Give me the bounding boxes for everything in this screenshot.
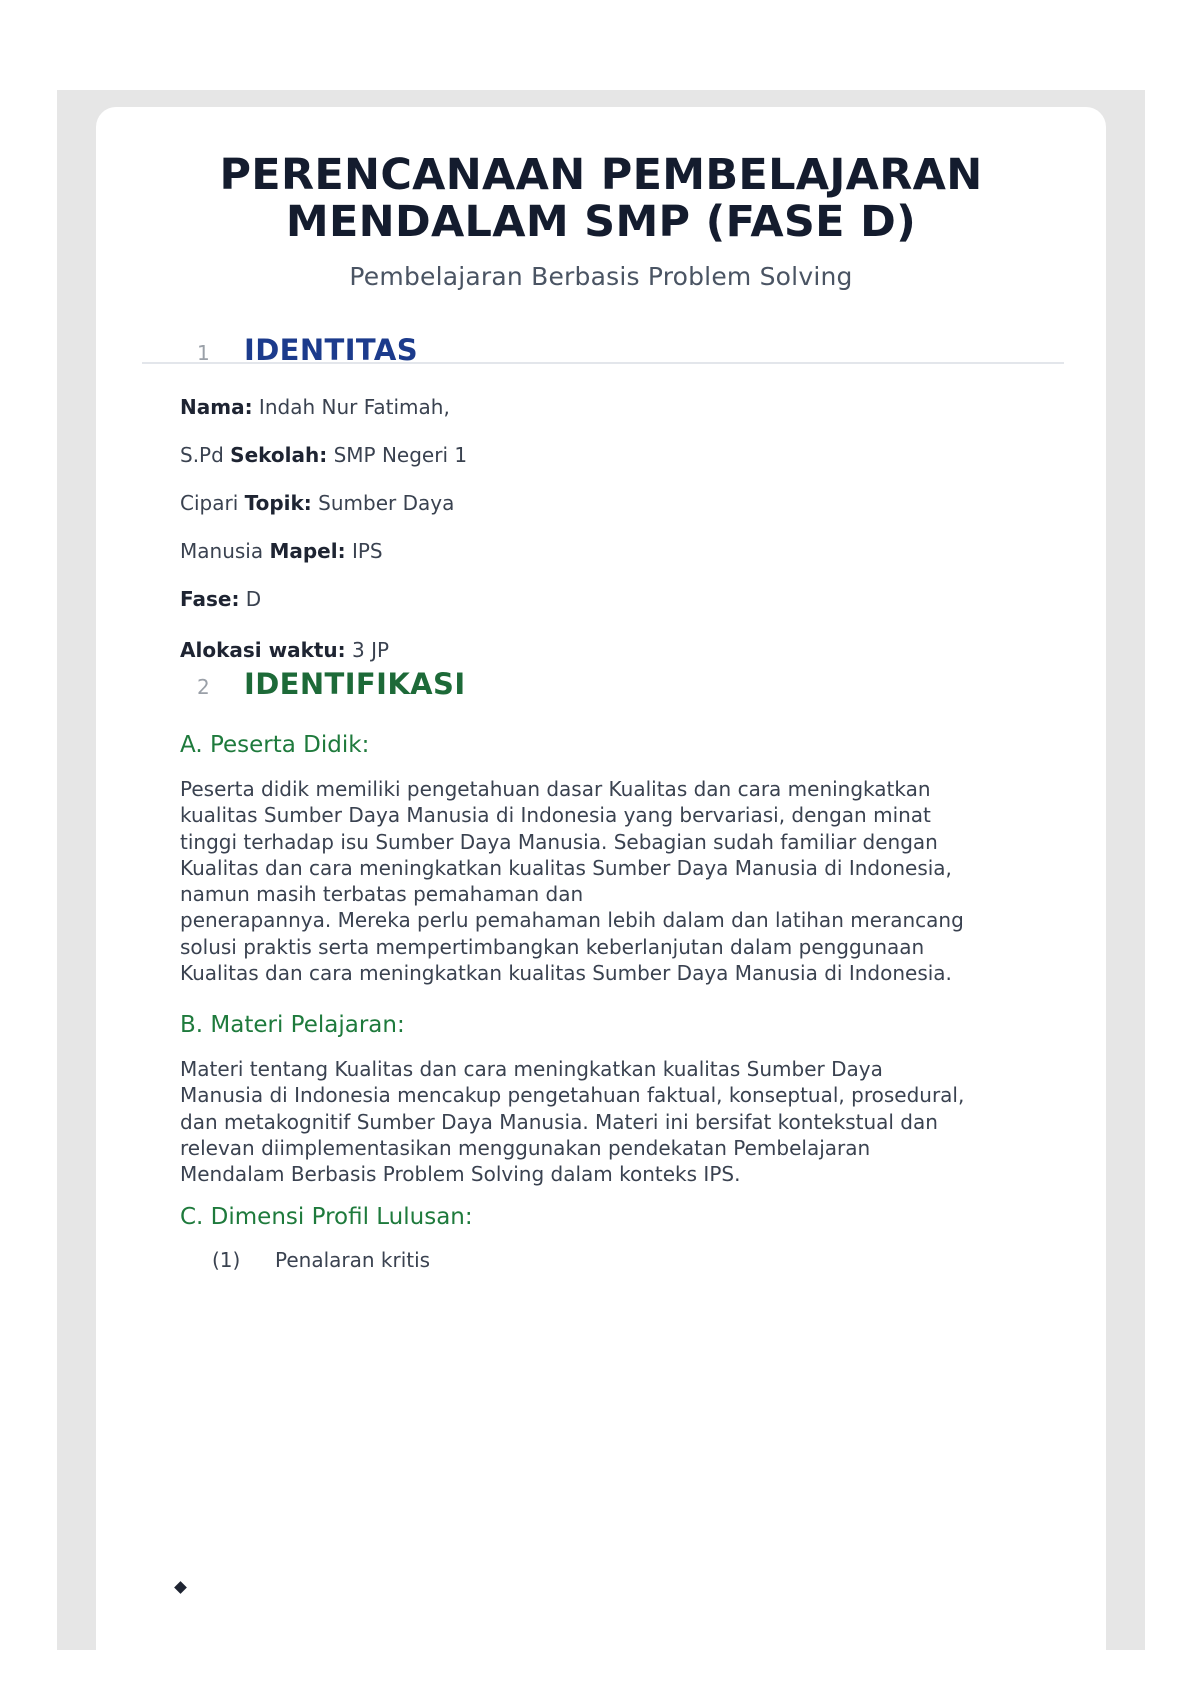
subheading-peserta-didik: A. Peserta Didik: <box>180 732 370 758</box>
title-line-1: PERENCANAAN PEMBELAJARAN <box>219 150 983 200</box>
document-subtitle: Pembelajaran Berbasis Problem Solving <box>349 262 853 291</box>
document-page <box>96 107 1106 1707</box>
label-mapel: Mapel: <box>269 539 346 563</box>
identity-line-5 <box>180 587 261 611</box>
list-item-text: Penalaran kritis <box>275 1248 431 1272</box>
value-fase: D <box>239 587 262 611</box>
paragraph-line: dan metakognitif Sumber Daya Manusia. Materi ini bersifat kontekstual dan <box>180 1109 938 1134</box>
value-kota: Cipari <box>180 491 245 515</box>
label-fase: Fase: <box>180 587 240 611</box>
paragraph-line: Mendalam Berbasis Problem Solving dalam konteks IPS. <box>180 1162 741 1187</box>
list-item <box>212 1248 430 1272</box>
section-number: 2 <box>197 675 210 699</box>
label-nama: Nama: <box>180 395 253 419</box>
label-topik: Topik: <box>244 491 312 515</box>
subheading-dimensi-profil: C. Dimensi Profil Lulusan: <box>180 1204 473 1230</box>
title-line-2: MENDALAM SMP (FASE D) <box>285 197 917 247</box>
label-sekolah: Sekolah: <box>230 443 328 467</box>
bullet-icon <box>174 1581 187 1594</box>
identity-line-3 <box>180 491 454 515</box>
paragraph-line: Kualitas dan cara meningkatkan kualitas Sumber Daya Manusia di Indonesia. <box>180 961 952 986</box>
paragraph-line: penerapannya. Mereka perlu pemahaman lebih dalam dan latihan merancang <box>180 908 964 933</box>
label-alokasi-waktu: Alokasi waktu: <box>180 638 346 662</box>
section-title: IDENTITAS <box>244 333 418 367</box>
subheading-materi-pelajaran: B. Materi Pelajaran: <box>180 1012 405 1038</box>
identity-line-1 <box>180 395 450 419</box>
section-number: 1 <box>197 341 210 365</box>
paragraph-line: namun masih terbatas pemahaman dan <box>180 882 584 907</box>
paragraph-materi-pelajaran <box>180 1056 1040 1187</box>
paragraph-line: solusi praktis serta mempertimbangkan keberlanjutan dalam penggunaan <box>180 934 925 959</box>
value-topik-lanjutan: Manusia <box>180 539 270 563</box>
paragraph-peserta-didik <box>180 776 1040 986</box>
value-topik: Sumber Daya <box>311 491 455 515</box>
value-nama: Indah Nur Fatimah, <box>252 395 450 419</box>
paragraph-line: tinggi terhadap isu Sumber Daya Manusia. Sebagian sudah familiar dengan <box>180 829 938 854</box>
document-title <box>96 152 1106 246</box>
paragraph-line: kualitas Sumber Daya Manusia di Indonesia yang bervariasi, dengan minat <box>180 803 931 828</box>
identity-line-2 <box>180 443 467 467</box>
paragraph-line: Peserta didik memiliki pengetahuan dasar Kualitas dan cara meningkatkan <box>180 777 931 801</box>
paragraph-line: Materi tentang Kualitas dan cara meningkatkan kualitas Sumber Daya <box>180 1057 883 1081</box>
identity-line-4 <box>180 539 383 563</box>
section-title: IDENTIFIKASI <box>244 667 466 701</box>
identity-line-6 <box>180 638 389 662</box>
value-gelar: S.Pd <box>180 443 231 467</box>
value-sekolah: SMP Negeri 1 <box>327 443 468 467</box>
paragraph-line: Manusia di Indonesia mencakup pengetahuan faktual, konseptual, prosedural, <box>180 1083 965 1108</box>
section-identifikasi-header <box>142 667 1064 707</box>
paragraph-line: relevan diimplementasikan menggunakan pendekatan Pembelajaran <box>180 1135 871 1160</box>
section-identitas-header <box>142 333 1064 373</box>
paragraph-line: Kualitas dan cara meningkatkan kualitas Sumber Daya Manusia di Indonesia, <box>180 855 952 880</box>
list-marker: (1) <box>212 1248 241 1272</box>
value-mapel: IPS <box>345 539 383 563</box>
value-alokasi-waktu: 3 JP <box>345 638 390 662</box>
